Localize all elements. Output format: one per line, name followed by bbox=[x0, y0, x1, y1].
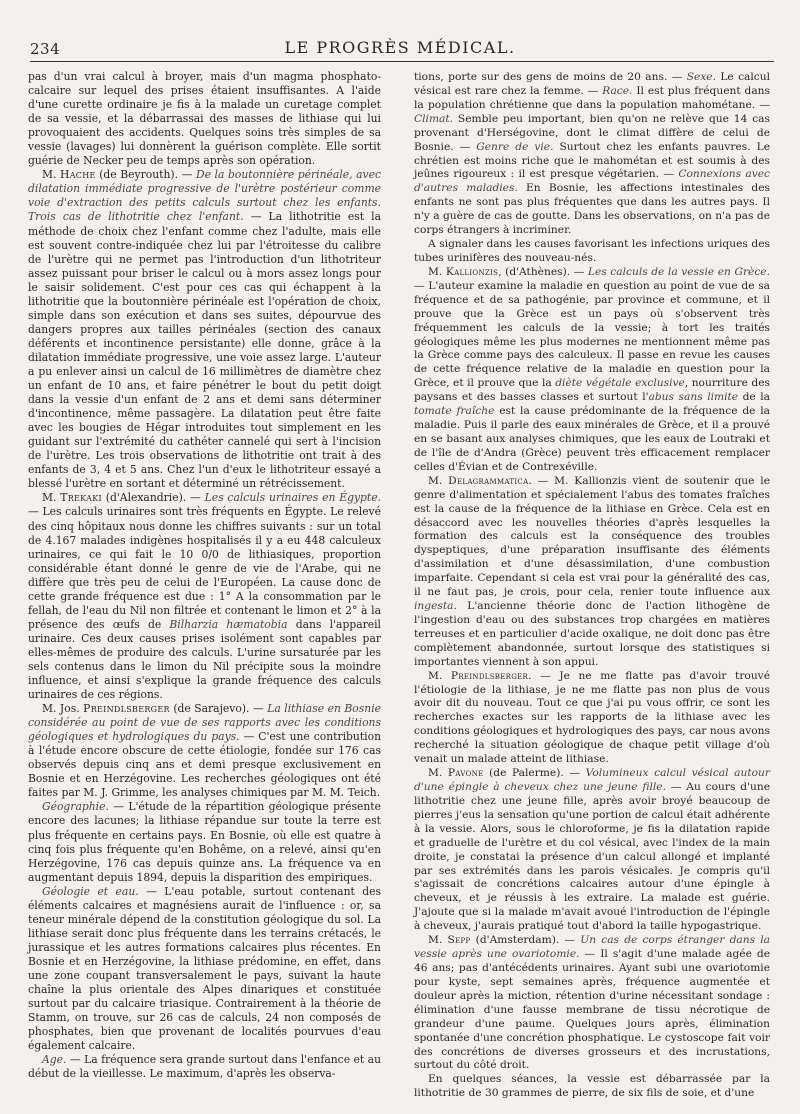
section-head: Géologie et eau. bbox=[42, 884, 139, 898]
body-text: Il est plus fréquent dans la population chrétienne que dans la population mahométane. — bbox=[414, 83, 770, 111]
paragraph-preindlsberger-reply bbox=[414, 669, 770, 766]
paragraph: pas d'un vrai calcul à broyer, mais d'un magma phosphato-calcaire sur lequel des prises étaient insuffisantes. A l'aide d'une curette ordinaire je fis à la malade un curetage complet de sa vessie, et la débarrassai des masses de lithiase qui lui provoquaient des accidents. Quelques soins très simples de sa vessie (lavages) lui donnèrent la guérison complète. Elle sortit guérie de Necker peu de temps après son opération. bbox=[28, 70, 381, 168]
emphasis: abus sans limite bbox=[648, 390, 739, 404]
right-column bbox=[414, 70, 770, 1100]
author-name: Sepp bbox=[447, 933, 471, 947]
body-text: . — M. Kallionzis vient de soutenir que le genre d'alimentation et spécialement l'abus des tomates fraîches est la cause de la fréquence de la lithiase en Grèce. Cela est en désaccord avec les nouvelles théories d'après lesquelles la formation des calculs est la conséquence des troubles dyspeptiques, d'une préparation insuffisante des éléments d'assimilation et d'une désassimilation, d'une combustion imparfaite. Cependant si cela est vrai pour la généralité des cas, il ne faut pas, je crois, pour cela, renier toute influence aux bbox=[414, 473, 770, 599]
affiliation: , (d'Athènes). — bbox=[498, 264, 588, 278]
paragraph-hache bbox=[28, 168, 381, 491]
paper-title: Volumineux calcul vésical autour d'une épingle à cheveux chez une jeune fille. bbox=[414, 766, 770, 794]
emphasis: tomate fraîche bbox=[414, 404, 495, 418]
body-text: — Les calculs urinaires sont très fréquents en Égypte. Le relevé des cinq hôpitaux nous donne les chiffres suivants : sur un total de 4.167 malades indigènes hospitalisés il y a eu 448 calculeux urinaires, ce qui fait le 10 0/0 de lithiasiques, proportion considérable étant donné le genre de vie de l'Arabe, qui ne diffère que très peu de celui de l'Européen. La cause donc de cette grande fréquence est due : 1° A la consommation par le fellah, de l'eau du Nil non filtrée et contenant le limon et 2° à la présence des œufs de bbox=[28, 505, 381, 631]
paragraph-geographie bbox=[28, 800, 381, 884]
paragraph-trekaki bbox=[28, 491, 381, 702]
paragraph: En quelques séances, la vessie est débarrassée par la lithotritie de 30 grammes de pierre, de six fils de soie, et d'une bbox=[414, 1072, 770, 1100]
body-text: — L'auteur examine la maladie en question au point de vue de sa fréquence et de sa pathogénie, par province et commune, et il prouve que la Grèce est un pays où s'observent très fréquemment les calculs de la vessie; à tort les traités géologiques même les plus modernes ne mentionnent même pas la Grèce comme pays des calculeux. Il passe en revue les causes de cette fréquence relative de la maladie en question pour la Grèce, et il prouve que la bbox=[414, 278, 770, 390]
species-name: Bilharzia hæmatobia bbox=[169, 617, 288, 631]
body-text: — La lithotritie est la méthode de choix chez l'enfant comme chez l'adulte, mais elle est souvent contre-indiquée chez lui par l'étroitesse du calibre de l'urètre qui ne permet pas l'introduction d'un lithotriteur assez puissant pour briser le calcul ou à mors assez longs pour le saisir solidement. C'est pour ces cas qui échappent à la lithotritie que la boutonnière périnéale est l'opération de choix, simple dans son exécution et dans ses suites, dépourvue des dangers propres aux tailles périnéales (section des canaux déférents et incontinence persistante) elle donne, grâce à la dilatation immédiate progressive, une voie assez large. L'auteur a pu enlever ainsi un calcul de 16 millimètres de diamètre chez un enfant de 10 ans, et faire pénétrer le bout du petit doigt dans la vessie d'un enfant de 2 ans et demi sans déterminer d'incontinence, même passagère. La dilatation peut être faite avec les bougies de Hégar introduites tout simplement en les guidant sur l'extrémité du cathéter cannelé qui sert à l'incision de l'urètre. Les trois observations de lithotritie ont trait à des enfants de 3, 4 et 5 ans. Chez l'un d'eux le lithotriteur essayé a blessé l'urètre en sortant et déterminé un rétrécissement. bbox=[28, 210, 381, 491]
author-name: Preindlsberger bbox=[83, 702, 170, 716]
author-name: Hache bbox=[60, 168, 96, 182]
paragraph-kallionzis bbox=[414, 265, 770, 474]
affiliation: (de Palerme). — bbox=[483, 766, 586, 780]
author-name: Preindlsberger bbox=[450, 668, 529, 682]
paragraph-continuation bbox=[414, 70, 770, 237]
body-text: Surtout chez les enfants pauvres. Le chrétien est moins riche que le mahométan et est soumis à des jeûnes rigoureux : il est presque végétarien. — bbox=[414, 139, 770, 181]
affiliation: (d'Amsterdam). — bbox=[470, 933, 581, 947]
paper-title: De la boutonnière périnéale, avec dilatation immédiate progressive de l'urètre postérieur comme voie d'extraction des petits calculs surtout chez les enfants. Trois cas de lithotritie chez l'enfant. bbox=[28, 168, 381, 224]
paragraph-pavone bbox=[414, 766, 770, 933]
lead: M. bbox=[428, 933, 448, 947]
body-text: — Il s'agit d'une malade agée de 46 ans; pas d'antécédents urinaires. Ayant subi une ovariotomie pour kyste, sept semaines après, fréquence augmentée et douleur après la miction, rétention d'urine nécessitant sondage : élimination d'une fausse membrane de tissu nécrotique de grandeur d'une paume. Quelques jours après, élimination spontanée d'une concrétion phosphatique. Le cystoscope fait voir des concrétions de diverses grosseurs et des incrustations, surtout du côté droit. bbox=[414, 947, 771, 1072]
body-text: . — Je ne me flatte pas d'avoir trouvé l'étiologie de la lithiase, je ne me flatte pas non plus de vous avoir dit du nouveau. Tout ce que j'ai pu vous offrir, ce sont les recherches exactes sur les rapports de la lithiase avec les conditions géologiques et hydrologiques des pays, car nous avons recherché la situation géologique de chaque petit village d'où venait un malade atteint de lithiase. bbox=[414, 668, 770, 766]
lead: M. bbox=[428, 264, 446, 278]
section-head: Race. bbox=[602, 83, 633, 97]
lead: M. bbox=[428, 473, 449, 487]
running-title: LE PROGRÈS MÉDICAL. bbox=[284, 38, 516, 57]
paper-title: Les calculs de la vessie en Grèce. bbox=[587, 264, 770, 278]
author-name: Trekaki bbox=[60, 491, 102, 505]
page-header bbox=[30, 36, 770, 64]
paragraph-geologie bbox=[28, 885, 381, 1054]
section-head: Connexions avec d'autres maladies. bbox=[414, 167, 770, 195]
body-text: de la bbox=[738, 390, 771, 404]
left-column bbox=[28, 70, 381, 1081]
author-name: Kallionzis bbox=[445, 264, 499, 278]
paper-title: Un cas de corps étranger dans la vessie après une ovariotomie. bbox=[414, 933, 771, 961]
paper-title: La lithiase en Bosnie considérée au point de vue de ses rapports avec les conditions géologiques et hydrologiques du pays. bbox=[28, 702, 381, 744]
body-text: Le calcul vésical est rare chez la femme. — bbox=[414, 70, 770, 97]
body-text: Semble peu important, bien qu'on ne relève que 14 cas provenant d'Herségovine, dont le climat diffère de celui de Bosnie. — bbox=[414, 111, 770, 153]
body-text: dans l'appareil urinaire. Ces deux causes prises isolément sont capables par elles-mêmes de produire des calculs. L'urine sursaturée par les sels contenus dans le limon du Nil précipite sous la moindre influence, et ainsi s'explique la grande fréquence des calculs urinaires de ces régions. bbox=[28, 617, 381, 702]
paragraph-delagrammatica bbox=[414, 474, 770, 669]
body-text: est la cause prédominante de la fréquence de la maladie. Puis il parle des eaux minérales de Grèce, et il a prouvé en se basant aux analyses chimiques, que les eaux de Loutraki et de l'île de d'Andra (Grèce) peuvent très efficacement remplacer celles d'Évian et de Contrexéville. bbox=[414, 404, 770, 473]
lead: M. Jos. bbox=[42, 702, 84, 716]
page-number: 234 bbox=[30, 40, 61, 58]
body-text: — La fréquence sera grande surtout dans l'enfance et au début de la vieillesse. Le maximum, d'après les observa- bbox=[28, 1053, 381, 1081]
author-name: Delagrammatica bbox=[448, 473, 529, 487]
header-rule bbox=[30, 61, 774, 62]
emphasis: diète végétale exclusive bbox=[555, 376, 685, 390]
paper-title: Les calculs urinaires en Égypte. bbox=[204, 491, 382, 505]
body-text: — L'étude de la répartition géologique présente encore des lacunes; la lithiase répandue sur toute la terre est plus fréquente en certains pays. En Bosnie, où elle est quatre à cinq fois plus fréquente qu'en Bohême, on a relevé, ainsi qu'en Herzégovine, 176 cas depuis quinze ans. La fréquence va en augmentant depuis 1894, depuis la disparition des empiriques. bbox=[28, 800, 381, 884]
body-text: . L'ancienne théorie donc de l'action lithogène de l'ingestion d'eau ou des substances trop chargées en matières terreuses et en particulier d'acide oxalique, ne doit donc pas être complètement abandonnée, surtout lorsque des statistiques si importantes viennent à son appui. bbox=[414, 599, 770, 668]
section-head: Climat. bbox=[414, 111, 454, 125]
body-text: — C'est une contribution à l'étude encore obscure de cette étiologie, fondée sur 176 cas observés depuis cinq ans et demi presque exclusivement en Bosnie et en Herzégovine. Les recherches géologiques ont été faites par M. J. Grimme, les analyses chimiques par M. M. Teich. bbox=[28, 730, 382, 800]
body-text: tions, porte sur des gens de moins de 20 ans. — bbox=[414, 70, 687, 83]
lead: M. bbox=[428, 668, 451, 682]
paragraph-preindlsberger bbox=[28, 702, 381, 800]
emphasis: ingesta bbox=[414, 599, 454, 613]
body-text: , nourriture des paysans et des basses classes et surtout l' bbox=[414, 376, 770, 404]
body-text: — L'eau potable, surtout contenant des éléments calcaires et magnésiens aurait de l'influence : or, sa teneur minérale dépend de la constitution géologique du sol. La lithiase serait donc plus fréquente dans les terrains crétacés, le jurassique et les autres formations calcaires plus récentes. En Bosnie et en Herzégovine, la lithiase prédomine, en effet, dans une zone coupant transversalement le pays, suivant la haute chaîne la plus orientale des Alpes dinariques et constituée surtout par du calcaire triasique. Contrairement à la théorie de Stamm, on trouve, sur 26 cas de calculs, 24 non composés de phosphates, bien que provenant de localités pourvues d'eau également calcaire. bbox=[28, 884, 382, 1053]
section-head: Genre de vie. bbox=[476, 139, 554, 153]
section-head: Sexe. bbox=[686, 70, 716, 83]
author-name: Pavone bbox=[447, 766, 484, 780]
affiliation: (de Sarajevo). — bbox=[169, 702, 268, 716]
body-text: — Au cours d'une lithotritie chez une jeune fille, après avoir broyé beaucoup de pierres j'eus la sensation qu'une portion de calcul était adhérente à la vessie. Alors, sous le chloroforme, je fis la dilatation rapide et graduelle de l'urètre et du col vésical, avec l'index de la main droite, je constatai la présence d'un calcul allongé et implanté par ses extrémités dans les parois vésicales. Je compris qu'il s'agissait de concrétions calcaires autour d'une épingle à cheveux, et je réussis à les extraire. La malade est guérie. J'ajoute que si la malade m'avait avoué l'introduction de l'épingle à cheveux, j'aurais pratiqué tout d'abord la taille hypogastrique. bbox=[414, 780, 771, 933]
paragraph-age bbox=[28, 1053, 381, 1081]
affiliation: (de Beyrouth). — bbox=[95, 168, 196, 182]
section-head: Géographie. bbox=[42, 800, 109, 814]
lead: M. bbox=[42, 168, 61, 182]
paragraph-sepp bbox=[414, 933, 770, 1072]
lead: M. bbox=[42, 491, 61, 505]
paragraph: A signaler dans les causes favorisant les infections uriques des tubes urinifères des nouveau-nés. bbox=[414, 237, 770, 264]
section-head: Age. bbox=[42, 1053, 67, 1067]
affiliation: (d'Alexandrie). — bbox=[101, 491, 205, 505]
body-text: En Bosnie, les affections intestinales des enfants ne sont pas plus fréquentes que dans les autres pays. Il n'y a guère de cas de goutte. Dans les observations, on n'a pas de corps étrangers à incriminer. bbox=[414, 181, 770, 237]
lead: M. bbox=[428, 766, 448, 780]
